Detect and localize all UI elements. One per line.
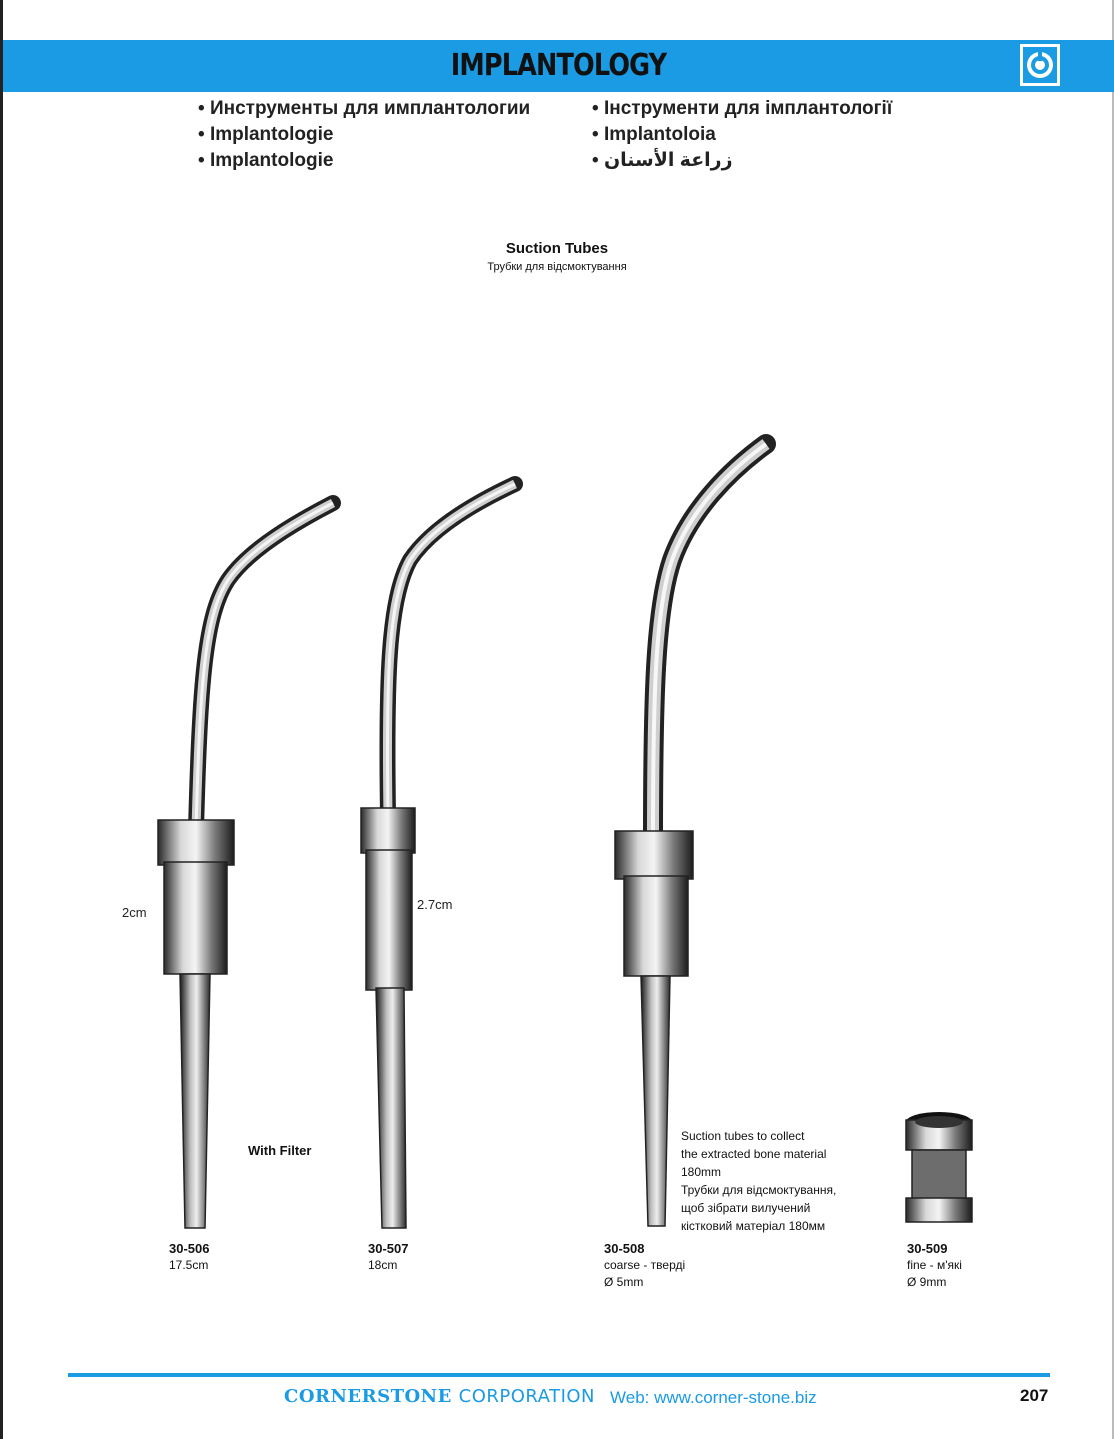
product-caption (907, 1240, 962, 1291)
product-caption (604, 1240, 685, 1291)
suction-tube-30-508 (615, 444, 766, 1226)
with-filter-label: With Filter (248, 1143, 312, 1158)
page-number: 207 (1020, 1386, 1049, 1405)
measurement-label: 2.7cm (417, 897, 453, 912)
product-caption (368, 1240, 408, 1274)
product-code: 30-509 (907, 1241, 948, 1256)
company-name: CORNERSTONE (284, 1386, 452, 1407)
product-detail: fine - м'які (907, 1258, 962, 1272)
footer-divider (68, 1373, 1050, 1377)
footer-website: Web: www.corner-stone.biz (610, 1388, 817, 1407)
suction-tube-30-507 (361, 484, 515, 1228)
product-detail: coarse - тверді (604, 1258, 686, 1272)
description-line: Suction tubes to collect (681, 1129, 805, 1143)
product-code: 30-507 (368, 1241, 409, 1256)
filter-30-509 (906, 1112, 972, 1222)
section-subtitle: Трубки для відсмоктування (487, 261, 627, 273)
suction-tube-30-506 (158, 503, 333, 1228)
product-caption (169, 1240, 209, 1274)
section-title: Suction Tubes (505, 240, 609, 257)
page-title: IMPLANTOLOGY (450, 48, 667, 83)
product-code: 30-508 (604, 1241, 645, 1256)
language-item: • Інструменти для імплантології (592, 96, 892, 122)
language-item: • زراعة الأسنان (592, 148, 892, 174)
company-suffix: CORPORATION (458, 1386, 596, 1407)
language-item: • Implantologie (198, 122, 530, 148)
measurement-label: 2cm (122, 905, 147, 920)
description-line: Трубки для відсмоктування, (681, 1183, 837, 1197)
footer-company (284, 1386, 595, 1407)
language-item: • Implantologie (198, 148, 530, 174)
product-detail: Ø 5mm (604, 1275, 644, 1289)
product-detail: 18cm (368, 1258, 398, 1272)
description-line: 180mm (681, 1165, 722, 1179)
product-detail: 17.5cm (169, 1258, 209, 1272)
description-line: кістковий матеріал 180мм (681, 1219, 826, 1233)
language-item: • Implantoloia (592, 122, 892, 148)
product-detail: Ø 9mm (907, 1275, 947, 1289)
description-line: the extracted bone material (681, 1147, 827, 1161)
description-line: щоб зібрати вилучений (681, 1201, 811, 1215)
product-description (681, 1127, 836, 1235)
product-code: 30-506 (169, 1241, 210, 1256)
language-item: • Инструменты для имплантологии (198, 96, 530, 122)
